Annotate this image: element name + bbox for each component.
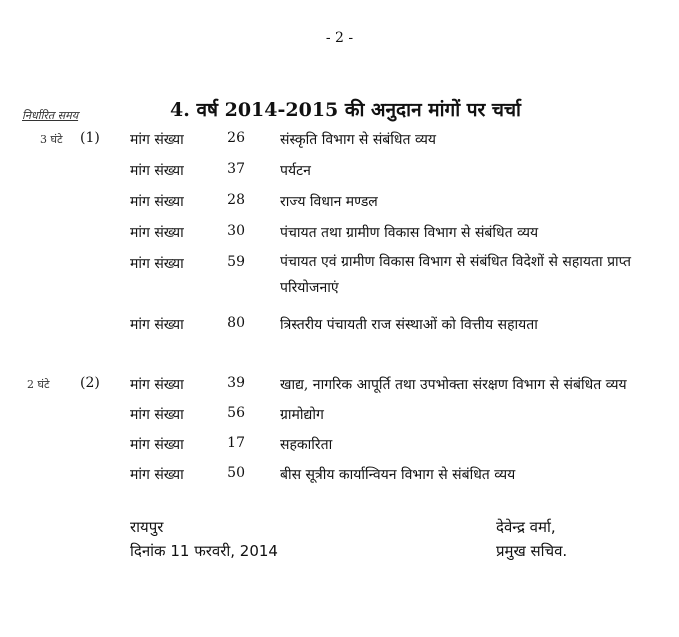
demand-number: 28: [227, 192, 245, 208]
group-duration: 3 घंटे: [40, 133, 63, 146]
page-number: - 2 -: [325, 30, 354, 46]
demand-number: 26: [227, 130, 245, 146]
demand-label: मांग संख्या: [130, 407, 184, 423]
demand-description: राज्य विधान मण्डल: [280, 194, 378, 210]
demand-number: 59: [227, 254, 245, 270]
demand-description: बीस सूत्रीय कार्यान्वियन विभाग से संबंधित व्यय: [280, 467, 516, 483]
demand-number: 80: [227, 315, 245, 331]
demand-number: 50: [227, 465, 245, 481]
demand-number: 30: [227, 223, 245, 239]
demand-description: त्रिस्तरीय पंचायती राज संस्थाओं को वित्तीय सहायता: [280, 317, 538, 333]
demand-description: ग्रामोद्योग: [280, 407, 324, 423]
document-title: 4. वर्ष 2014-2015 की अनुदान मांगों पर चर्चा: [170, 99, 521, 121]
demand-label: मांग संख्या: [130, 225, 184, 241]
demand-description: सहकारिता: [280, 437, 333, 453]
demand-number: 37: [227, 161, 245, 177]
demand-label: मांग संख्या: [130, 467, 184, 483]
signatory-title: प्रमुख सचिव.: [496, 542, 568, 560]
demand-label: मांग संख्या: [130, 437, 184, 453]
issue-date: दिनांक 11 फरवरी, 2014: [130, 542, 278, 560]
demand-number: 56: [227, 405, 245, 421]
demand-label: मांग संख्या: [130, 256, 184, 272]
demand-number: 39: [227, 375, 245, 391]
demand-label: मांग संख्या: [130, 317, 184, 333]
group-number: (1): [80, 130, 100, 146]
demand-label: मांग संख्या: [130, 377, 184, 393]
demand-label: मांग संख्या: [130, 194, 184, 210]
demand-description: संस्कृति विभाग से संबंधित व्यय: [280, 132, 436, 148]
allotted-time-header: निर्धारित समय: [22, 109, 79, 122]
demand-description: पंचायत तथा ग्रामीण विकास विभाग से संबंधित व्यय: [280, 225, 539, 241]
place-name: रायपुर: [130, 518, 164, 536]
signatory-name: देवेन्द्र वर्मा,: [496, 518, 556, 536]
demand-label: मांग संख्या: [130, 163, 184, 179]
group-number: (2): [80, 375, 100, 391]
demand-description: पंचायत एवं ग्रामीण विकास विभाग से संबंधित विदेशों से सहायता प्राप्त परियोजनाएं: [280, 254, 631, 296]
demand-description: खाद्य, नागरिक आपूर्ति तथा उपभोक्ता संरक्षण विभाग से संबंधित व्यय: [280, 377, 627, 393]
demand-label: मांग संख्या: [130, 132, 184, 148]
group-duration: 2 घंटे: [27, 378, 50, 391]
demand-description: पर्यटन: [280, 163, 311, 179]
demand-number: 17: [227, 435, 245, 451]
